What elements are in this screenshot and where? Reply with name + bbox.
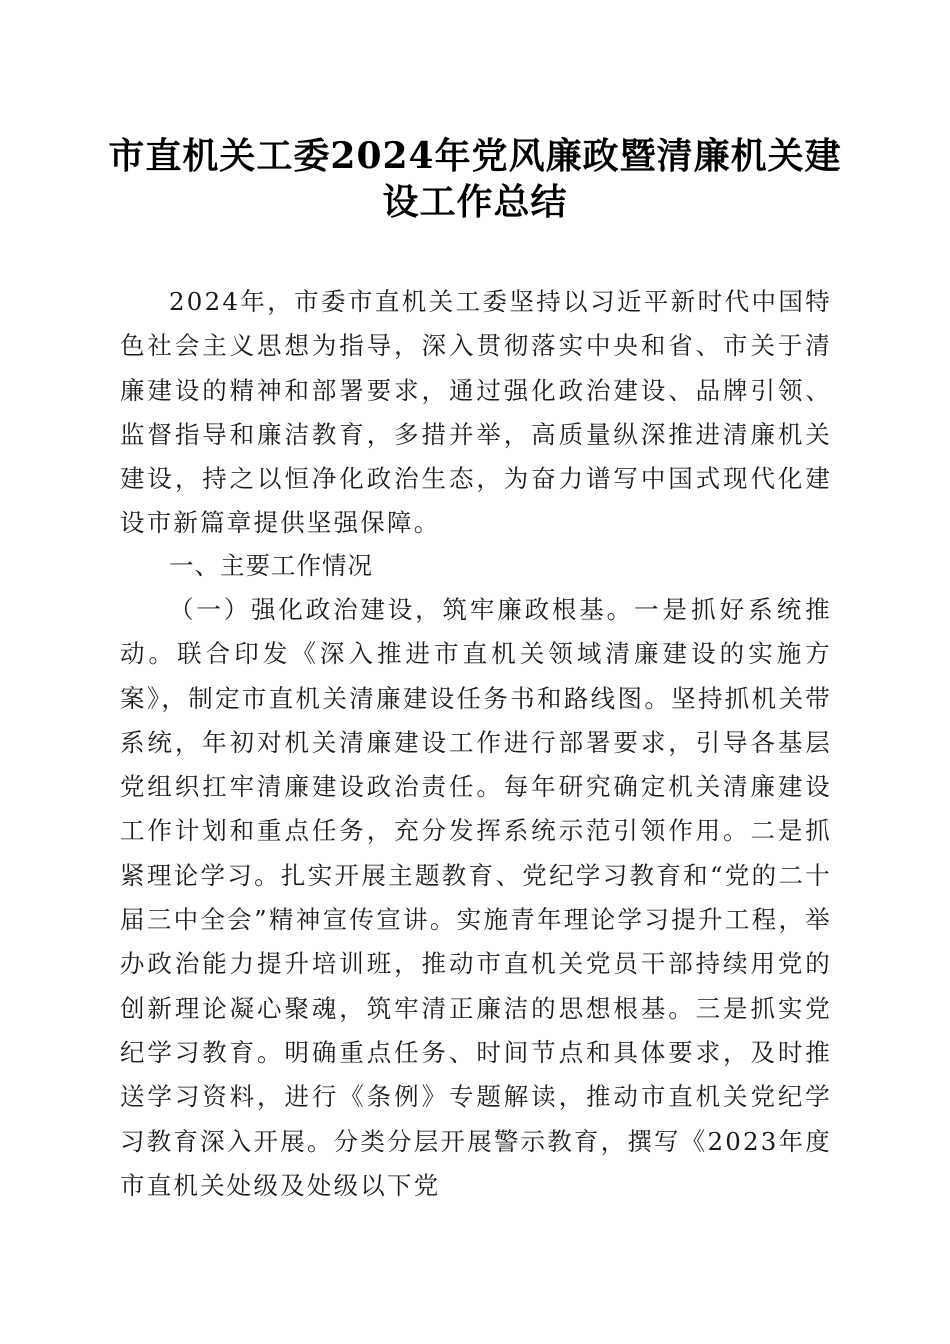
- section-heading: 一、主要工作情况: [169, 551, 373, 580]
- intro-paragraph: 2024年，市委市直机关工委坚持以习近平新时代中国特色社会主义思想为指导，深入贯彻落实中央和省、市关于清廉建设的精神和部署要求，通过强化政治建设、品牌引领、监督指导和廉洁教育，多措并举，高质量纵深推进清廉机关建设，持之以恒净化政治生态，为奋力谱写中国式现代化建设市新篇章提供坚强保障。: [120, 287, 832, 538]
- subsection-heading: （一）强化政治建设，筑牢廉政根基。: [169, 595, 634, 624]
- section-paragraph: [120, 588, 832, 1208]
- document-title: 市直机关工委2024年党风廉政暨清廉机关建设工作总结: [108, 135, 842, 223]
- subsection-body: 一是抓好系统推动。联合印发《深入推进市直机关领域清廉建设的实施方案》，制定市直机关清廉建设任务书和路线图。坚持抓机关带系统，年初对机关清廉建设工作进行部署要求，引导各基层党组织扛牢清廉建设政治责任。每年研究确定机关清廉建设工作计划和重点任务，充分发挥系统示范引领作用。二是抓紧理论学习。扎实开展主题教育、党纪学习教育和“党的二十届三中全会”精神宣传宣讲。实施青年理论学习提升工程，举办政治能力提升培训班，推动市直机关党员干部持续用党的创新理论凝心聚魂，筑牢清正廉洁的思想根基。三是抓实党纪学习教育。明确重点任务、时间节点和具体要求，及时推送学习资料，进行《条例》专题解读，推动市直机关党纪学习教育深入开展。分类分层开展警示教育，撰写《2023年度市直机关处级及处级以下党: [120, 595, 832, 1200]
